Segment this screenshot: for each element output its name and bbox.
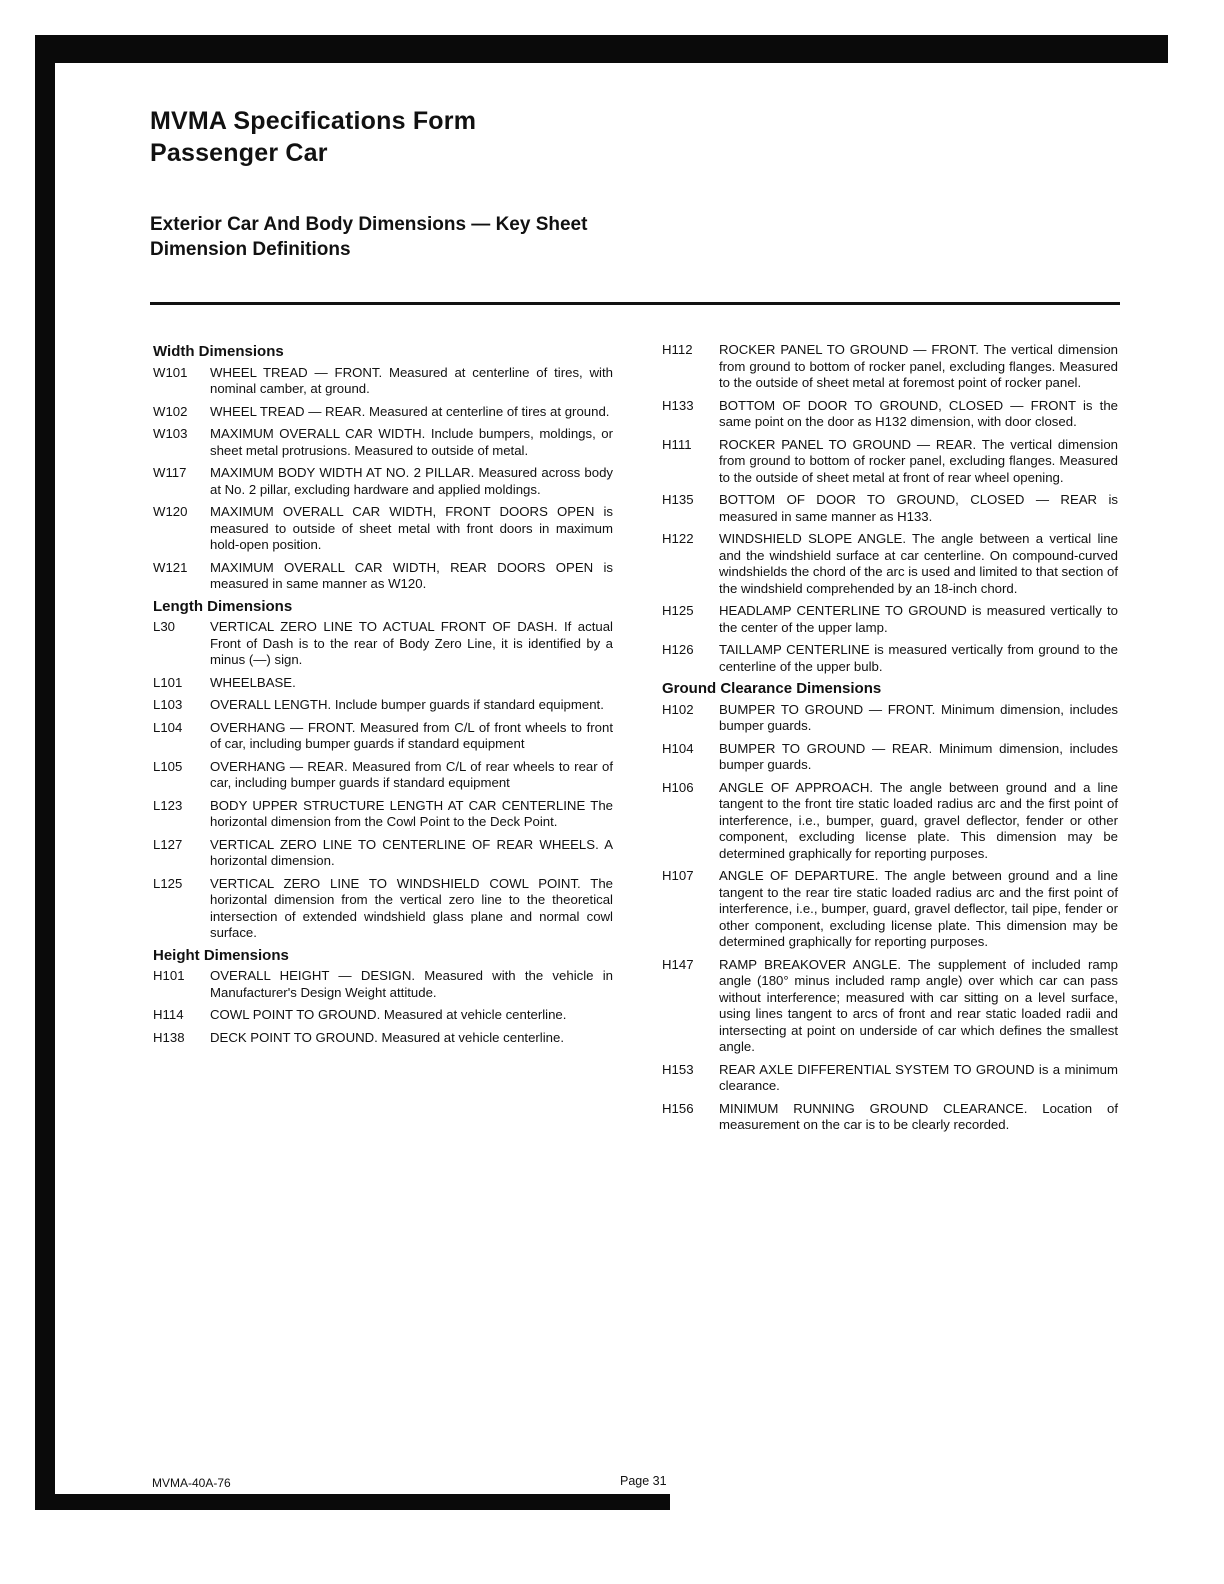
dimension-definition: BOTTOM OF DOOR TO GROUND, CLOSED — REAR is measured in same manner as H133. — [719, 492, 1118, 524]
dimension-code: L105 — [153, 758, 183, 774]
title-line-2: Passenger Car — [150, 139, 328, 167]
dimension-definition: BUMPER TO GROUND — FRONT. Minimum dimension, includes bumper guards. — [719, 701, 1118, 733]
definition-entry — [153, 759, 613, 792]
height-cont-list — [662, 342, 1118, 675]
dimension-code: L101 — [153, 674, 183, 690]
definition-entry — [662, 741, 1118, 774]
dimension-definition: REAR AXLE DIFFERENTIAL SYSTEM TO GROUND is a minimum clearance. — [719, 1061, 1118, 1093]
dimension-definition: WHEEL TREAD — FRONT. Measured at centerline of tires, with nominal camber, at ground. — [210, 364, 613, 396]
dimension-code: W121 — [153, 559, 188, 575]
definition-entry — [153, 1030, 613, 1047]
subtitle-line-2: Dimension Definitions — [150, 239, 351, 260]
dimension-code: W102 — [153, 403, 188, 419]
dimension-definition: COWL POINT TO GROUND. Measured at vehicle centerline. — [210, 1007, 567, 1022]
definition-entry — [153, 697, 613, 714]
dimension-definition: MAXIMUM BODY WIDTH AT NO. 2 PILLAR. Measured across body at No. 2 pillar, excluding hardware and applied moldings. — [210, 465, 613, 497]
dimension-code: H125 — [662, 603, 694, 618]
definition-entry — [153, 675, 613, 692]
dimension-definition: MAXIMUM OVERALL CAR WIDTH. Include bumpers, moldings, or sheet metal protrusions. Measured to outside of metal. — [210, 426, 613, 458]
ground-list — [662, 702, 1118, 1134]
width-heading: Width Dimensions — [153, 343, 284, 360]
dimension-code: W117 — [153, 465, 187, 480]
dimension-definition: MINIMUM RUNNING GROUND CLEARANCE. Location of measurement on the car is to be clearly recorded. — [719, 1100, 1118, 1132]
ground-heading: Ground Clearance Dimensions — [662, 680, 882, 697]
definition-entry — [662, 957, 1118, 1056]
document-id: MVMA-40A-76 — [152, 1476, 231, 1490]
dimension-definition: OVERHANG — FRONT. Measured from C/L of front wheels to front of car, including bumper guards if standard equipment — [210, 719, 613, 751]
dimension-code: H104 — [662, 740, 694, 756]
page-border-left — [35, 35, 55, 1505]
dimension-code: H156 — [662, 1100, 694, 1116]
dimension-code: H112 — [662, 342, 693, 357]
dimension-code: H111 — [662, 436, 692, 452]
definition-entry — [662, 398, 1118, 431]
dimension-definition: TAILLAMP CENTERLINE is measured vertically from ground to the centerline of the upper bulb. — [719, 642, 1118, 674]
definition-entry — [153, 560, 613, 593]
dimension-code: H133 — [662, 397, 694, 413]
dimension-definition: ANGLE OF DEPARTURE. The angle between ground and a line tangent to the rear tire static loaded radius arc and the first point of interference, i.e., bumper, guard, gravel deflector, tail pipe, fender or other component, excluding license plate. This dimension may be determined graphically for reporting purposes. — [719, 868, 1118, 949]
dimension-code: W103 — [153, 426, 188, 441]
section-subtitle — [150, 212, 587, 262]
definition-entry — [153, 426, 613, 459]
page-border-top — [35, 35, 1168, 63]
definition-entry — [662, 642, 1118, 675]
definition-entry — [662, 1101, 1118, 1134]
definition-entry — [153, 798, 613, 831]
definition-entry — [153, 968, 613, 1001]
dimension-definition: RAMP BREAKOVER ANGLE. The supplement of included ramp angle (180° minus included ramp angle) over which car can pass without interference; measured with car sitting on a level surface, using lines tangent to arcs of front and rear static loaded radii and intersecting at point on underside of car which defines the smallest angle. — [719, 956, 1118, 1054]
definition-entry — [153, 876, 613, 942]
dimension-code: H102 — [662, 701, 694, 717]
dimension-code: L103 — [153, 697, 183, 712]
definition-entry — [153, 720, 613, 753]
title-line-1: MVMA Specifications Form — [150, 107, 477, 135]
definition-entry — [153, 365, 613, 398]
definition-entry — [662, 437, 1118, 487]
dimension-code: H126 — [662, 642, 694, 657]
definition-entry — [662, 868, 1118, 951]
definition-entry — [662, 603, 1118, 636]
height-list — [153, 968, 613, 1046]
dimension-code: H135 — [662, 492, 694, 507]
dimension-definition: WINDSHIELD SLOPE ANGLE. The angle between a vertical line and the windshield surface at car centerline. On compound-curved windshields the chord of the arc is used and limited to that section of the windshield comprehended by an 18-inch chord. — [719, 531, 1118, 596]
dimension-code: H106 — [662, 779, 694, 795]
page-title — [150, 105, 476, 169]
dimension-code: L30 — [153, 619, 176, 634]
length-heading: Length Dimensions — [153, 597, 293, 615]
dimension-definition: MAXIMUM OVERALL CAR WIDTH, REAR DOORS OPEN is measured in same manner as W120. — [210, 559, 613, 591]
dimension-definition: OVERHANG — REAR. Measured from C/L of rear wheels to rear of car, including bumper guards if standard equipment — [210, 758, 613, 790]
dimension-code: H147 — [662, 956, 694, 972]
subtitle-line-1: Exterior Car And Body Dimensions — Key Sheet — [150, 214, 588, 235]
header-divider — [150, 302, 1120, 305]
dimension-definition: BODY UPPER STRUCTURE LENGTH AT CAR CENTERLINE The horizontal dimension from the Cowl Point to the Deck Point. — [210, 797, 613, 829]
left-column — [153, 342, 613, 1052]
dimension-definition: VERTICAL ZERO LINE TO ACTUAL FRONT OF DASH. If actual Front of Dash is to the rear of Body Zero Line, it is identified by a minus (—) sign. — [210, 619, 613, 667]
dimension-code: H101 — [153, 968, 185, 983]
dimension-definition: ANGLE OF APPROACH. The angle between ground and a line tangent to the front tire static loaded radius arc and the first point of interference, i.e., bumper, guard, gravel deflector, fender or other component, excluding license plate. This dimension may be determined graphically for reporting purposes. — [719, 779, 1118, 861]
dimension-code: W101 — [153, 364, 188, 380]
definition-entry — [153, 404, 613, 421]
dimension-definition: MAXIMUM OVERALL CAR WIDTH, FRONT DOORS OPEN is measured to outside of sheet metal with front doors in maximum hold-open position. — [210, 504, 613, 552]
definition-entry — [662, 780, 1118, 863]
dimension-definition: ROCKER PANEL TO GROUND — FRONT. The vertical dimension from ground to bottom of rocker panel, excluding flanges. Measured to the outside of sheet metal at foremost point of rocker panel. — [719, 342, 1118, 390]
dimension-code: H122 — [662, 531, 694, 546]
dimension-definition: DECK POINT TO GROUND. Measured at vehicle centerline. — [210, 1029, 564, 1045]
dimension-definition: OVERALL LENGTH. Include bumper guards if standard equipment. — [210, 697, 604, 712]
dimension-definition: WHEEL TREAD — REAR. Measured at centerline of tires at ground. — [210, 403, 610, 419]
definition-entry — [153, 465, 613, 498]
definition-entry — [662, 702, 1118, 735]
dimension-code: L125 — [153, 875, 183, 891]
dimension-definition: OVERALL HEIGHT — DESIGN. Measured with the vehicle in Manufacturer's Design Weight attitude. — [210, 968, 613, 1000]
dimension-definition: HEADLAMP CENTERLINE TO GROUND is measured vertically to the center of the upper lamp. — [719, 603, 1118, 635]
dimension-code: L127 — [153, 836, 183, 852]
width-list — [153, 365, 613, 593]
definition-entry — [153, 1007, 613, 1024]
height-heading: Height Dimensions — [153, 946, 289, 964]
definition-entry — [153, 504, 613, 554]
dimension-code: H114 — [153, 1007, 184, 1022]
length-list — [153, 619, 613, 942]
dimension-code: W120 — [153, 504, 188, 519]
definition-entry — [153, 837, 613, 870]
dimension-code: H138 — [153, 1029, 185, 1045]
dimension-code: L104 — [153, 719, 183, 735]
dimension-definition: BOTTOM OF DOOR TO GROUND, CLOSED — FRONT is the same point on the door as H132 dimension, with door closed. — [719, 397, 1118, 429]
definition-entry — [662, 492, 1118, 525]
dimension-definition: VERTICAL ZERO LINE TO WINDSHIELD COWL POINT. The horizontal dimension from the vertical zero line to the theoretical intersection of extended windshield glass plane and normal cowl surface. — [210, 875, 613, 940]
definition-entry — [662, 531, 1118, 597]
dimension-code: H107 — [662, 868, 694, 883]
dimension-definition: VERTICAL ZERO LINE TO CENTERLINE OF REAR WHEELS. A horizontal dimension. — [210, 836, 613, 868]
page-border-bottom — [35, 1494, 670, 1510]
dimension-code: L123 — [153, 797, 183, 813]
dimension-definition: ROCKER PANEL TO GROUND — REAR. The vertical dimension from ground to bottom of rocker panel, excluding flanges. Measured to the outside of sheet metal at front of rear wheel opening. — [719, 436, 1118, 485]
page-number: Page 31 — [620, 1474, 667, 1488]
dimension-definition: BUMPER TO GROUND — REAR. Minimum dimension, includes bumper guards. — [719, 740, 1118, 772]
right-column — [662, 342, 1118, 1140]
definition-entry — [662, 342, 1118, 392]
dimension-definition: WHEELBASE. — [210, 674, 296, 690]
definition-entry — [662, 1062, 1118, 1095]
definition-entry — [153, 619, 613, 669]
dimension-code: H153 — [662, 1061, 694, 1077]
